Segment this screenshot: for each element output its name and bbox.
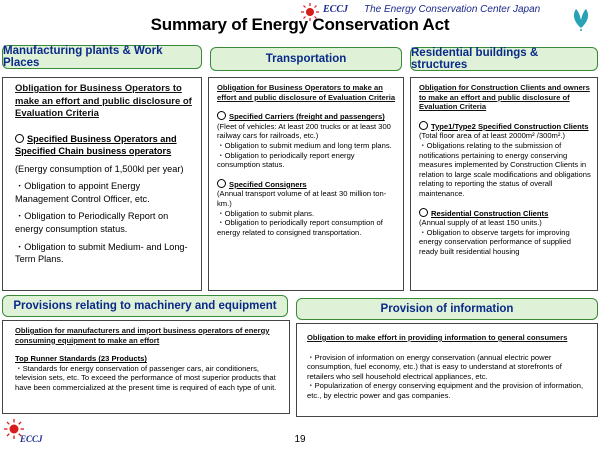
circle-bullet-icon xyxy=(15,134,24,143)
tab-manufacturing: Manufacturing plants & Work Places xyxy=(2,45,202,69)
carriers-bullet: ・ Obligation to periodically report energy consumption status. xyxy=(217,151,397,170)
residential-box xyxy=(410,77,598,291)
machinery-box xyxy=(2,320,290,414)
page-title: Summary of Energy Conservation Act xyxy=(150,15,450,34)
machinery-heading: Obligation for manufacturers and import business operators of energy consuming equipment to make an effort xyxy=(15,326,270,345)
tab-transportation: Transportation xyxy=(210,47,402,71)
manufacturing-heading: Obligation for Business Operators to make an effort and public disclosure of Evaluation Criteria xyxy=(15,83,192,119)
type-clients-desc: (Total floor area of at least 2000m² /300m².) xyxy=(419,131,566,141)
carriers-title: Specified Carriers (freight and passengers) xyxy=(217,111,397,122)
page-number: 19 xyxy=(294,434,306,445)
footer-logo-text: ECCJ xyxy=(20,434,43,444)
circle-bullet-icon xyxy=(419,208,428,217)
manufacturing-bullet: ・ Obligation to submit Medium- and Long-Term Plans. xyxy=(15,241,193,266)
consignors-desc: (Annual transport volume of at least 30 million ton-km.) xyxy=(217,189,387,208)
organization-name: The Energy Conservation Center Japan xyxy=(364,4,541,15)
manufacturing-bullet: ・ Obligation to appoint Energy Management Control Officer, etc. xyxy=(15,180,193,205)
manufacturing-box xyxy=(2,77,202,291)
logo-text: ECCJ xyxy=(323,4,349,15)
residential-clients-title: Residential Construction Clients xyxy=(419,208,591,219)
information-heading: Obligation to make effort in providing information to general consumers xyxy=(307,333,568,342)
consignors-bullet: ・ Obligation to submit plans. xyxy=(217,209,397,219)
tab-information: Provision of information xyxy=(296,298,598,320)
circle-bullet-icon xyxy=(217,179,226,188)
machinery-bullet: ・ Standards for energy conservation of passenger cars, air conditioners, television sets, etc. To exceed the performance of most superior products that have been commercialized at the present time is required of each type of unit. xyxy=(15,364,281,393)
top-runner-title: Top Runner Standards (23 Products) xyxy=(15,354,147,364)
consignors-bullet: ・ Obligation to periodically report consumption of energy related to consigned transportation. xyxy=(217,218,397,237)
residential-clients-bullet: ・ Obligation to observe targets for improving energy conservation performance of supplied ready built residential housing xyxy=(419,228,591,257)
circle-bullet-icon xyxy=(419,121,428,130)
tab-residential: Residential buildings & structures xyxy=(410,47,598,71)
information-bullet: ・ Popularization of energy conserving equipment and the provision of information, etc., by electric power and gas companies. xyxy=(307,381,589,400)
carriers-desc: (Fleet of vehicles: At least 200 trucks or at least 300 railway cars for railroads, etc.) xyxy=(217,121,391,141)
information-bullet: ・ Provision of information on energy conservation (annual electric power consumption, fuel economy, etc.) that is easy to understand at storefronts of retailers who sell household electrical appliances, etc. xyxy=(307,353,589,382)
circle-bullet-icon xyxy=(217,111,226,120)
leaf-icon xyxy=(566,2,596,32)
manufacturing-subheading: Specified Business Operators and Specified Chain business operators xyxy=(15,133,177,157)
leaf-logo xyxy=(566,2,596,37)
carriers-bullet: ・ Obligation to submit medium and long term plans. xyxy=(217,141,397,151)
consignors-title: Specified Consigners xyxy=(217,179,397,190)
information-box xyxy=(296,323,598,417)
type-clients-title: Type1/Type2 Specified Construction Clients xyxy=(419,121,591,132)
transportation-box xyxy=(208,77,404,291)
tab-machinery: Provisions relating to machinery and equipment xyxy=(2,295,288,317)
residential-clients-desc: (Annual supply of at least 150 units.) xyxy=(419,218,542,228)
manufacturing-bullet: ・ Obligation to Periodically Report on energy consumption status. xyxy=(15,210,193,235)
transportation-heading: Obligation for Business Operators to make an effort and public disclosure of Evaluation Criteria xyxy=(217,83,396,102)
manufacturing-consumption: (Energy consumption of 1,500kl per year) xyxy=(15,163,184,174)
residential-heading: Obligation for Construction Clients and owners to make an effort and public disclosure of Evaluation Criteria xyxy=(419,83,590,112)
type-clients-bullet: ・ Obligations relating to the submission of notifications pertaining to energy conserving measures implemented by Construction Clients in relation to large scale modifications and obligations relating to reporting the status of overall maintenance. xyxy=(419,141,591,199)
